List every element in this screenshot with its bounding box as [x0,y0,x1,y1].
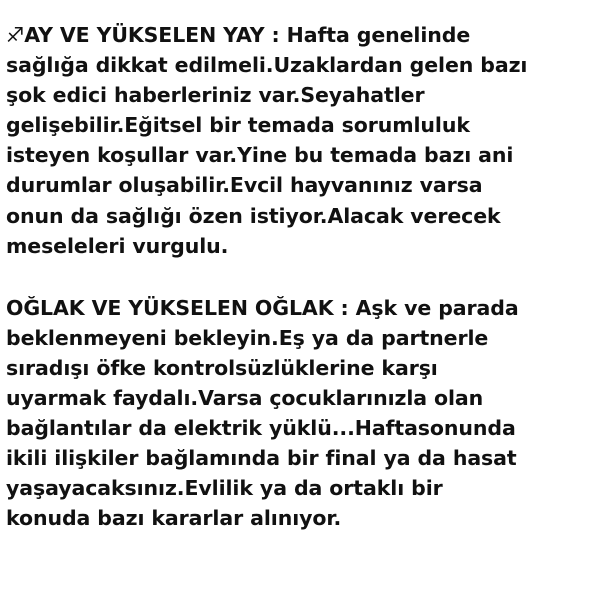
text-line: bağlantılar da elektrik yüklü...Haftasonunda [6,416,516,441]
text-line: OĞLAK VE YÜKSELEN OĞLAK : Aşk ve parada [6,295,519,320]
text-line: gelişebilir.Eğitsel bir temada sorumluluk [6,113,470,138]
text-line: meseleleri vurgulu. [6,233,229,258]
text-line: sağlığa dikkat edilmeli.Uzaklardan gelen bazı [6,53,528,78]
text-line: beklenmeyeni bekleyin.Eş ya da partnerle [6,325,489,350]
text-line: konuda bazı kararlar alınıyor. [6,506,342,531]
sagittarius-paragraph [6,20,602,261]
text-line: durumlar oluşabilir.Evcil hayvanınız varsa [6,173,483,198]
text-line: uyarmak faydalı.Varsa çocuklarınızla olan [6,386,484,411]
text-line: ♐AY VE YÜKSELEN YAY : Hafta genelinde [6,23,471,47]
text-line: yaşayacaksınız.Evlilik ya da ortaklı bir [6,476,443,501]
text-line: onun da sağlığı özen istiyor.Alacak verecek [6,203,501,228]
paragraph-spacer [6,261,602,293]
capricorn-paragraph [6,293,602,534]
text-line: şok edici haberleriniz var.Seyahatler [6,83,425,108]
text-line: ikili ilişkiler bağlamında bir final ya da hasat [6,446,517,471]
text-line: isteyen koşullar var.Yine bu temada bazı ani [6,143,514,168]
text-line: sıradışı öfke kontrolsüzlüklerine karşı [6,355,438,380]
